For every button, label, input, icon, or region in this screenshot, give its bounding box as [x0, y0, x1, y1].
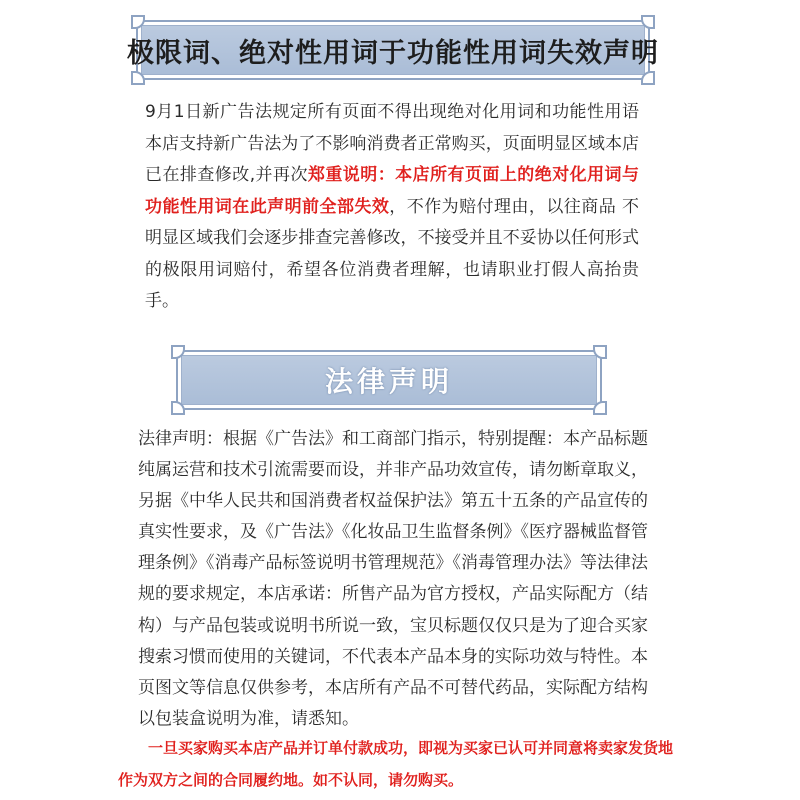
banner-corner-ornament	[641, 71, 655, 85]
disclaimer-paragraph	[145, 97, 639, 318]
banner-corner-ornament	[131, 15, 145, 29]
disclaimer-text: 9月1日新广告法规定所有页面不得出现绝对化用词和功能性用语本店支持新广告法为了不影响消费者正常购买，页面明显区域本店已在排查修改,并再次	[145, 102, 639, 185]
purchase-notice: 一旦买家购买本店产品并订单付款成功，即视为买家已认可并同意将卖家发货地作为双方之间的合同履约地。如不认同，请勿购买。	[118, 739, 674, 789]
disclaimer-text-continued: ，不作为赔付理由，以往商品 不明显区域我们会逐步排查完善修改，不接受并且不妥协以任何形式的极限用词赔付，希望各位消费者理解，也请职业打假人高抬贵手。	[145, 196, 639, 311]
banner-corner-ornament	[131, 71, 145, 85]
banner-corner-ornament	[593, 401, 607, 415]
legal-banner	[176, 350, 602, 410]
legal-title: 法律声明	[324, 365, 453, 398]
banner-corner-ornament	[593, 345, 607, 359]
legal-paragraph: 法律声明：根据《广告法》和工商部门指示，特别提醒：本产品标题纯属运营和技术引流需要而设，并非产品功效宣传，请勿断章取义，另据《中华人民共和国消费者权益保护法》第五十五条的产品宣传的真实性要求，及《广告法》《化妆品卫生监督条例》《医疗器械监督管理条例》《消毒产品标签说明书管理规范》《消毒管理办法》等法律法规的要求规定，本店承诺：所售产品为官方授权，产品实际配方（结构）与产品包装或说明书所说一致，宝贝标题仅仅只是为了迎合买家搜索习惯而使用的关键词，不代表本产品本身的实际功效与特性。本页图文等信息仅供参考，本店所有产品不可替代药品，实际配方结构以包装盒说明为准，请悉知。	[138, 429, 648, 729]
banner-corner-ornament	[171, 401, 185, 415]
disclaimer-banner	[127, 20, 659, 80]
disclaimer-emphasis: 郑重说明：本店所有页面上的绝对化用词与功能性用词在此声明前全部失效	[145, 165, 640, 217]
banner-corner-ornament	[171, 345, 185, 359]
disclaimer-title: 极限词、绝对性用词于功能性用词失效声明	[127, 37, 659, 69]
banner-corner-ornament	[641, 15, 655, 29]
